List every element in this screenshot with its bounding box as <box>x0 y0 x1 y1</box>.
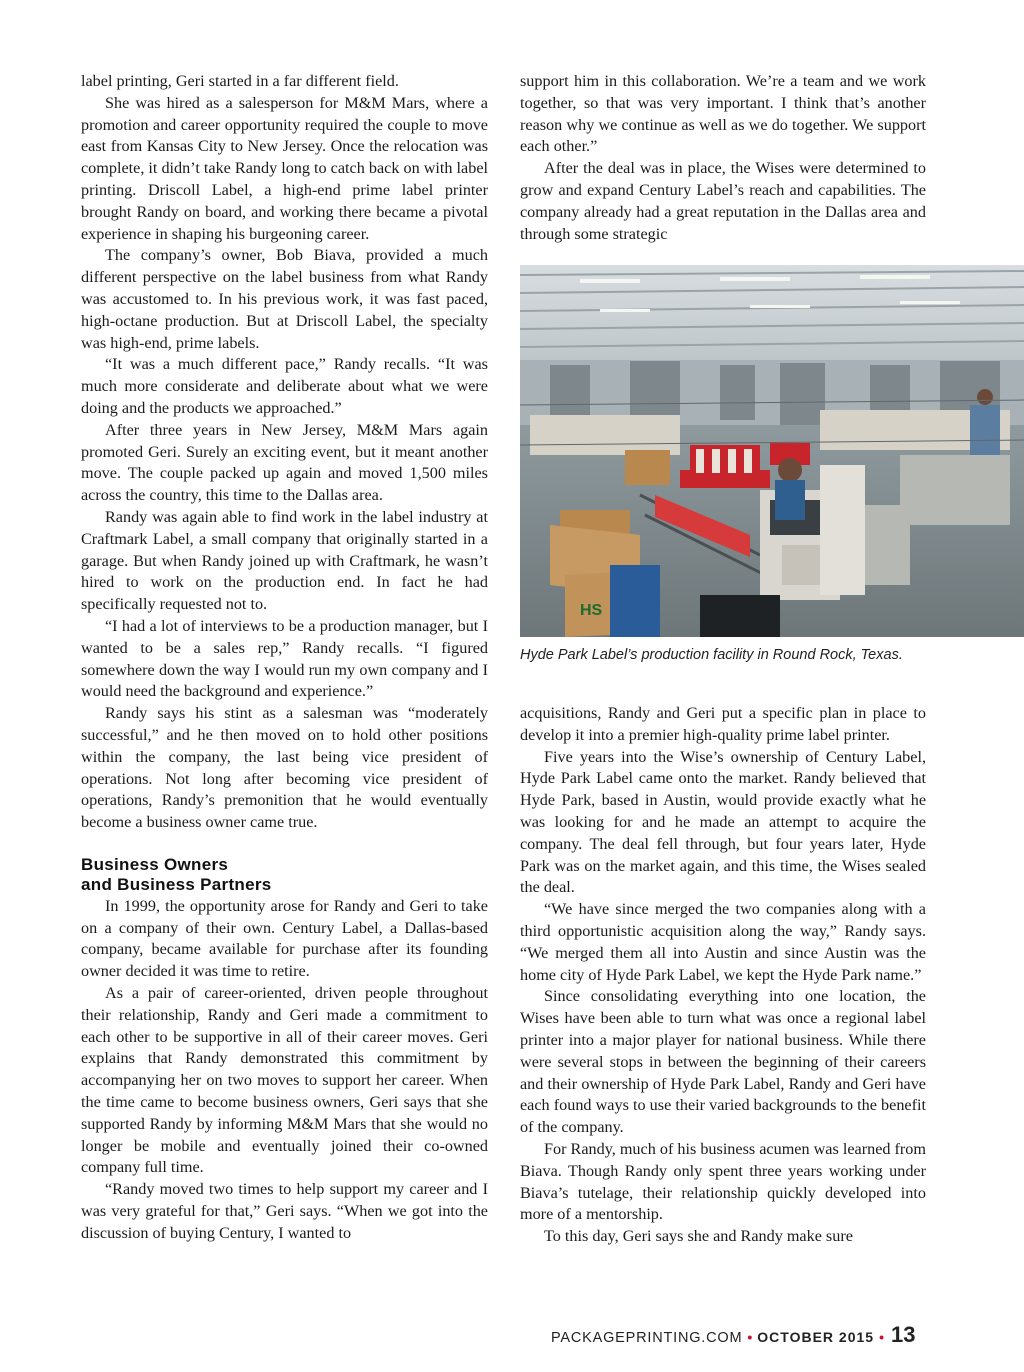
paragraph: Randy was again able to find work in the label industry at Craftmark Label, a small company that originally started in a garage. But when Randy joined up with Craftmark, he wasn’t hired to work on the production end. In fact he had specifically requested not to. <box>81 507 488 614</box>
section-subhead <box>81 855 488 895</box>
paragraph: After the deal was in place, the Wises were determined to grow and expand Century Label’s reach and capabilities. The company already had a great reputation in the Dallas area and through some strategic <box>520 159 926 243</box>
paragraph: Randy says his stint as a salesman was “moderately successful,” and he then moved on to hold other positions within the company, the last being vice president of operations. Not long after becoming vice president of operations, Randy’s premonition that he would eventually become a business owner came true. <box>81 704 488 832</box>
production-facility-photo <box>520 265 1024 637</box>
footer-separator: • <box>879 1329 884 1345</box>
paragraph: label printing, Geri started in a far different field. <box>81 72 399 90</box>
subhead-line: Business Owners <box>81 854 229 874</box>
page-number: 13 <box>890 1322 916 1347</box>
box-logo: HS <box>580 602 603 619</box>
paragraph: “We have since merged the two companies along with a third opportunistic acquisition along the way,” Randy says. “We merged them all into Austin and since Austin was the home city of Hyde Park Label, we kept the Hyde Park name.” <box>520 900 926 984</box>
left-column <box>81 71 488 1245</box>
photo-caption: Hyde Park Label’s production facility in Round Rock, Texas. <box>520 647 903 663</box>
right-column-bottom <box>520 703 926 1248</box>
paragraph: The company’s owner, Bob Biava, provided a much different perspective on the label business from what Randy was accustomed to. In his previous work, it was fast paced, high-octane production. But at Driscoll Label, the specialty was high-end, prime labels. <box>81 246 488 352</box>
paragraph: “I had a lot of interviews to be a production manager, but I wanted to be a sales rep,” Randy recalls. “I figured somewhere down the way I would run my own company and I would need the background and experience.” <box>81 616 488 701</box>
paragraph: She was hired as a salesperson for M&M Mars, where a promotion and career opportunity required the couple to move east from Kansas City to New Jersey. Once the relocation was complete, it didn’t take Randy long to catch back on with label printing. Driscoll Label, a high-end prime label printer brought Randy on board, and working there became a pivotal experience in shaping his burgeoning career. <box>81 93 488 243</box>
paragraph: In 1999, the opportunity arose for Randy and Geri to take on a company of their own. Century Label, a Dallas-based company, became available for purchase after its founding owner decided it was time to retire. <box>81 896 488 981</box>
footer-site: PACKAGEPRINTING.COM <box>551 1330 743 1346</box>
subhead-line: and Business Partners <box>81 874 272 894</box>
paragraph: support him in this collaboration. We’re a team and we work together, so that was very important. I think that’s another reason why we continue as well as we do together. We support each other.” <box>520 72 926 156</box>
page-footer <box>551 1322 971 1352</box>
footer-date: OCTOBER 2015 <box>757 1329 875 1345</box>
paragraph: As a pair of career-oriented, driven people throughout their relationship, Randy and Geri made a commitment to each other to be supportive in all of their career moves. Geri explains that Randy demonstrated this commitment by accompanying her on two moves to support her career. When the time came to become business owners, Geri says that she supported Randy by informing M&M Mars that she would no longer be mobile and eventually joined their co-owned company full time. <box>81 984 488 1177</box>
paragraph: “Randy moved two times to help support my career and I was very grateful for that,” Geri says. “When we got into the discussion of buying Century, I wanted to <box>81 1180 488 1242</box>
paragraph: Five years into the Wise’s ownership of Century Label, Hyde Park Label came onto the market. Randy believed that Hyde Park, based in Austin, would provide exactly what he was looking for and he made an attempt to acquire the company. The deal fell through, but four years later, Hyde Park was on the market again, and this time, the Wises sealed the deal. <box>520 747 926 897</box>
paragraph: Since consolidating everything into one location, the Wises have been able to turn what was once a regional label printer into a major player for national business. While there were several stops in between the beginning of their careers and their ownership of Hyde Park Label, Randy and Geri have each found ways to use their varied backgrounds to the benefit of the company. <box>520 987 926 1137</box>
right-column-top <box>520 71 926 245</box>
paragraph: To this day, Geri says she and Randy make sure <box>544 1227 853 1246</box>
paragraph: “It was a much different pace,” Randy recalls. “It was much more considerate and deliberate about what we were doing and the products we approached.” <box>81 355 488 417</box>
paragraph: acquisitions, Randy and Geri put a specific plan in place to develop it into a premier high-quality prime label printer. <box>520 704 926 744</box>
paragraph: After three years in New Jersey, M&M Mars again promoted Geri. Surely an exciting event, but it meant another move. The couple packed up again and moved 1,500 miles across the country, this time to the Dallas area. <box>81 420 488 505</box>
paragraph: For Randy, much of his business acumen was learned from Biava. Though Randy only spent three years working under Biava’s tutelage, their relationship quickly developed into more of a mentorship. <box>520 1139 926 1224</box>
footer-separator: • <box>747 1329 753 1345</box>
